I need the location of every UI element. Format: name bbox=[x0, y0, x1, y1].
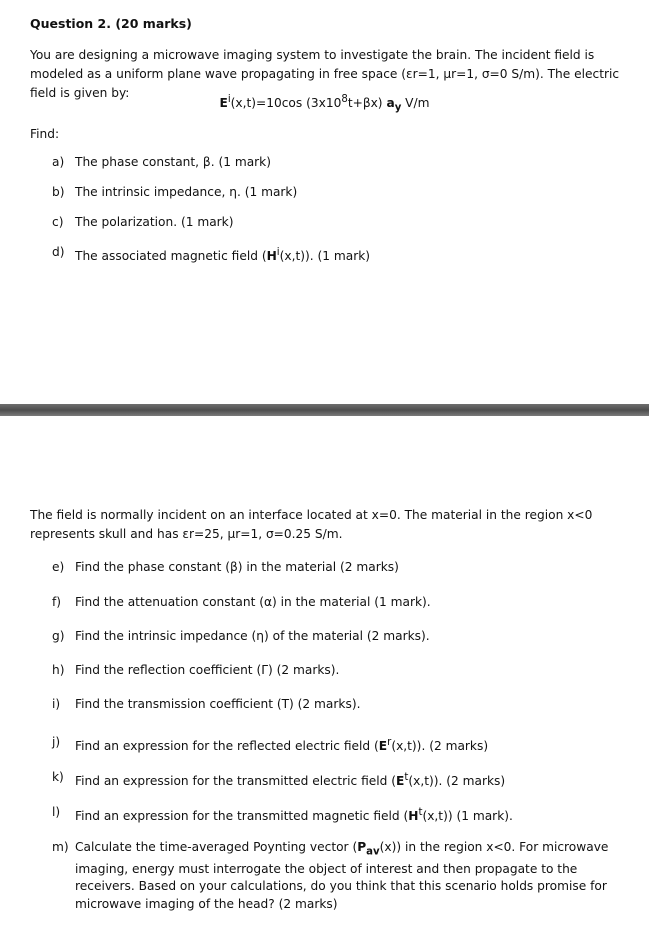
item-text: Find the transmission coefficient (T) (2 marks). bbox=[75, 697, 361, 711]
item-text: Find the intrinsic impedance (η) of the material (2 marks). bbox=[75, 629, 430, 643]
item-label: f) bbox=[52, 595, 62, 609]
eq-unit-vector: a bbox=[386, 96, 395, 111]
list-item-c bbox=[52, 214, 612, 232]
item-text: The phase constant, β. (1 mark) bbox=[75, 155, 271, 169]
item-text: Calculate the time-averaged Poynting vector $(P_{av}(x))$ in the region x<0. For microwave imaging, energy must interrogate the object of interest and then propagate to the receivers. Based on your calculations, do you think that this scenario holds promise for microwave imaging of the head? (2 marks) bbox=[75, 840, 609, 911]
item-label: i) bbox=[52, 697, 61, 711]
item-label: a) bbox=[52, 155, 65, 169]
question-intro: You are designing a microwave imaging system to investigate the brain. The incident field is modeled as a uniform plane wave propagating in free space (εr=1, μr=1, σ=0 S/m). The electric field is given by: bbox=[30, 48, 620, 100]
item-text: The polarization. (1 mark) bbox=[75, 215, 234, 229]
item-label: e) bbox=[52, 560, 65, 574]
find-label: Find: bbox=[30, 127, 60, 141]
list-item-j bbox=[52, 734, 612, 756]
item-text: Find the phase constant (β) in the material (2 marks) bbox=[75, 560, 399, 574]
eq-unit-vector-subscript: y bbox=[394, 102, 402, 114]
item-label: d) bbox=[52, 245, 65, 259]
eq-exponent: 8 bbox=[341, 94, 348, 105]
list-item-l bbox=[52, 804, 612, 826]
item-label: m) bbox=[52, 840, 69, 854]
list-item-m bbox=[52, 839, 612, 913]
list-item-k bbox=[52, 769, 612, 791]
list-item-i bbox=[52, 696, 612, 714]
list-item-b bbox=[52, 184, 612, 202]
interface-description: The field is normally incident on an interface located at x=0. The material in the region x<0 represents skull and has εr=25, μr=1, σ=0.25 S/m. bbox=[30, 508, 593, 541]
list-item-d bbox=[52, 244, 612, 266]
list-item-f bbox=[52, 594, 612, 612]
item-text: The intrinsic impedance, η. (1 mark) bbox=[75, 185, 298, 199]
item-label: c) bbox=[52, 215, 64, 229]
list-item-g bbox=[52, 628, 612, 646]
item-text: Find an expression for the transmitted magnetic field $(H^t(x,t))$ (1 mark). bbox=[75, 807, 513, 824]
item-label: k) bbox=[52, 770, 64, 784]
eq-symbol: E bbox=[219, 96, 228, 111]
eq-superscript: i bbox=[227, 94, 231, 105]
eq-expression-tail: t+βx) bbox=[347, 96, 383, 111]
question-title: Question 2. (20 marks) bbox=[30, 16, 192, 31]
page-section-1 bbox=[0, 0, 649, 404]
item-text: Find the attenuation constant (α) in the material (1 mark). bbox=[75, 595, 431, 609]
list-item-h bbox=[52, 662, 612, 680]
item-text: Find an expression for the reflected electric field $(E^r(x,t))$. (2 marks) bbox=[75, 737, 489, 754]
eq-expression: (x,t)=10cos (3x10 bbox=[230, 96, 342, 111]
item-text: Find the reflection coefficient (Γ) (2 marks). bbox=[75, 663, 340, 677]
item-label: g) bbox=[52, 629, 65, 643]
incident-field-equation bbox=[0, 94, 649, 114]
item-text: The associated magnetic field $(H^i(x,t))$. (1 mark) bbox=[75, 247, 371, 264]
list-item-e bbox=[52, 559, 612, 577]
list-item-a bbox=[52, 154, 612, 172]
page-divider bbox=[0, 404, 649, 416]
eq-units: V/m bbox=[401, 96, 430, 111]
item-label: b) bbox=[52, 185, 65, 199]
item-label: h) bbox=[52, 663, 65, 677]
item-text: Find an expression for the transmitted electric field $(E^t(x,t))$. (2 marks) bbox=[75, 772, 506, 789]
item-label: j) bbox=[52, 735, 61, 749]
item-label: l) bbox=[52, 805, 61, 819]
